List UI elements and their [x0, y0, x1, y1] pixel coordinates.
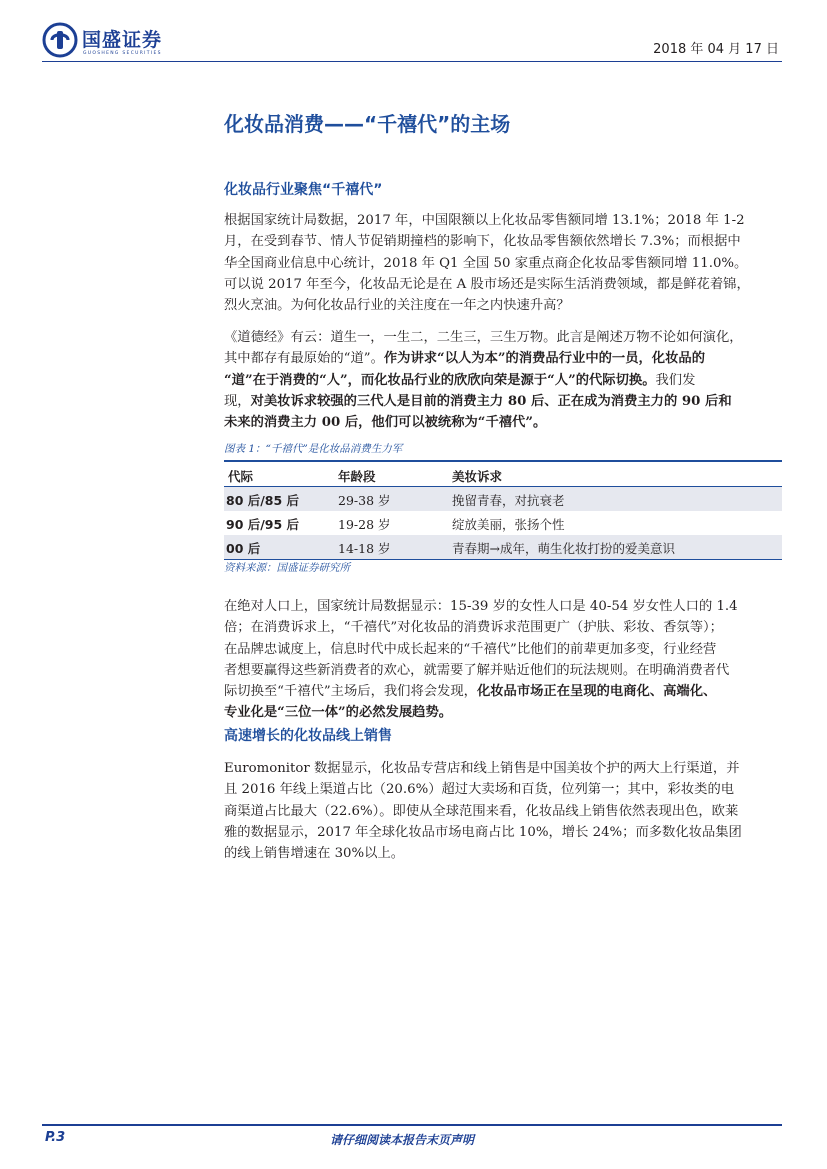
- footer-divider: [42, 1124, 782, 1126]
- text-line: 《道德经》有云：道生一，一生二，二生三，三生万物。此言是阐述万物不论如何演化，: [224, 330, 743, 345]
- table-cell-demand: 青春期→成年，萌生化妆打扮的爱美意识: [452, 541, 675, 556]
- figure-source: 资料来源：国盛证券研究所: [224, 562, 350, 574]
- company-logo: [42, 22, 202, 62]
- text-span: 其中都存有最原始的“道”。: [224, 351, 384, 367]
- table-header-generation: 代际: [228, 469, 254, 484]
- text-line: 倍；在消费诉求上，“千禧代”对化妆品的消费诉求范围更广（护肤、彩妆、香氛等）；: [224, 620, 723, 636]
- text-line: 雅的数据显示，2017 年全球化妆品市场电商占比 10%，增长 24%；而多数化妆品集团: [224, 824, 742, 840]
- text-line: [224, 412, 780, 433]
- bold-text: 对美妆诉求较强的三代人是目前的消费主力 80 后、正在成为消费主力的 90 后和: [250, 393, 732, 409]
- figure-caption: 图表 1：“千禧代”是化妆品消费生力军: [224, 443, 403, 455]
- section-title-online-sales: 高速增长的化妆品线上销售: [224, 728, 392, 744]
- bold-text: 专业化是“三位一体”的必然发展趋势。: [224, 705, 453, 721]
- section-title-millennial: 化妆品行业聚焦“千禧代”: [224, 182, 383, 198]
- text-line: 华全国商业信息中心统计，2018 年 Q1 全国 50 家重点商企化妆品零售额同增 11.0%。: [224, 255, 748, 271]
- header-divider: [42, 61, 782, 62]
- text-span: 现，: [224, 393, 251, 409]
- text-span: 际切换至“千禧代”主场后，我们将会发现，: [224, 684, 477, 700]
- table-cell-generation: 90 后/95 后: [226, 517, 300, 532]
- text-line: 的线上销售增速在 30%以上。: [224, 846, 405, 862]
- page-title: 化妆品消费——“千禧代”的主场: [224, 112, 511, 136]
- bold-text: 作为讲求“以人为本”的消费品行业中的一员，化妆品的: [383, 351, 705, 367]
- text-line: [224, 681, 780, 702]
- text-line: 商渠道占比最大（22.6%）。即使从全球范围来看，化妆品线上销售依然表现出色，欧莱: [224, 803, 739, 819]
- table-cell-age: 14-18 岁: [338, 541, 391, 556]
- table-cell-generation: 80 后/85 后: [226, 493, 300, 508]
- report-date: 2018 年 04 月 17 日: [653, 42, 779, 57]
- table-header-demand: 美妆诉求: [452, 469, 503, 484]
- table-top-rule: [224, 460, 782, 462]
- bold-text: “道”在于消费的“人”，而化妆品行业的欣欣向荣是源于“人”的代际切换。: [224, 372, 656, 388]
- text-line: [224, 702, 780, 723]
- footer-disclaimer: 请仔细阅读本报告末页声明: [330, 1133, 475, 1147]
- brand-subtitle: GUOSHENG SECURITIES: [83, 51, 162, 56]
- text-line: [224, 370, 780, 391]
- text-line: 且 2016 年线上渠道占比（20.6%）超过大卖场和百货，位列第一；其中，彩妆类的电: [224, 782, 735, 798]
- brand-name: 国盛证券: [82, 29, 163, 51]
- text-line: 月，在受到春节、情人节促销期撞档的影响下，化妆品零售额依然增长 7.3%；而根据中: [224, 234, 741, 250]
- page-header: [0, 0, 827, 64]
- page-number: P.3: [45, 1130, 66, 1145]
- bold-text: 未来的消费主力 00 后，他们可以被统称为“千禧代”。: [224, 415, 547, 431]
- text-line: 在绝对人口上，国家统计局数据显示：15-39 岁的女性人口是 40-54 岁女性人口的 1.4: [224, 599, 738, 614]
- table-cell-demand: 挽留青春，对抗衰老: [452, 493, 565, 508]
- text-line: [224, 348, 780, 369]
- paragraph-population: [224, 596, 780, 724]
- logo-mark-icon: [42, 22, 78, 58]
- table-cell-age: 29-38 岁: [338, 493, 391, 508]
- paragraph-dao: [224, 327, 780, 433]
- text-line: Euromonitor 数据显示，化妆品专营店和线上销售是中国美妆个护的两大上行渠道，并: [224, 761, 740, 776]
- paragraph-retail-data: [224, 210, 780, 316]
- text-line: 在品牌忠诚度上，信息时代中成长起来的“千禧代”比他们的前辈更加多变，行业经营: [224, 641, 717, 657]
- table-cell-demand: 绽放美丽，张扬个性: [452, 517, 565, 532]
- paragraph-online-sales: [224, 758, 780, 864]
- table-cell-generation: 00 后: [226, 541, 261, 556]
- bold-text: 化妆品市场正在呈现的电商化、高端化、: [476, 684, 717, 700]
- text-span: 我们发: [655, 372, 696, 388]
- text-line: 烈火烹油。为何化妆品行业的关注度在一年之内快速升高？: [224, 298, 570, 314]
- table-header-age: 年龄段: [338, 469, 376, 484]
- table-cell-age: 19-28 岁: [338, 517, 391, 532]
- text-line: 可以说 2017 年至今，化妆品无论是在 A 股市场还是实际生活消费领域，都是鲜花着锦，: [224, 276, 750, 292]
- text-line: [224, 391, 780, 412]
- text-line: 根据国家统计局数据，2017 年，中国限额以上化妆品零售额同增 13.1%；2018 年 1-2: [224, 213, 745, 228]
- text-line: 者想要赢得这些新消费者的欢心，就需要了解并贴近他们的玩法规则。在明确消费者代: [224, 662, 730, 678]
